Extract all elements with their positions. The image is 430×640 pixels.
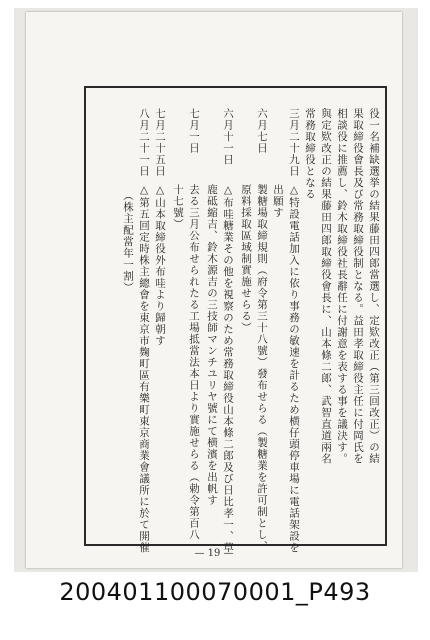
text-column: 八月二十一日 xyxy=(138,108,150,177)
text-column: 六月七日 xyxy=(256,108,268,154)
document-page xyxy=(26,12,402,568)
text-column: 三月二十九日 xyxy=(288,108,300,177)
text-column: 出願す xyxy=(272,184,284,219)
text-column: 鹿砥縮吉、鈴木源吉の三技師マンチユリヤ號にて横濱を出帆す xyxy=(206,184,218,506)
text-column: 十七號） xyxy=(172,184,184,230)
text-column: 去る三月公布せられたる工場抵當法本日より實施せらる（勅令第百八 xyxy=(188,184,200,541)
text-column: 六月十一日 xyxy=(222,108,234,166)
text-column: 役一名補缺選挙の結果藤田四郎當選し、定欵改正（第三回改正）の結 xyxy=(368,108,380,465)
text-column: 果取締役會長及び常務取締役制となる。益田孝取締役主任に付岡氏を xyxy=(352,108,364,465)
text-column: 製糖場取締規則（府令第三十八號）發布せらる（製糖業を許可制とし、 xyxy=(256,184,268,552)
text-column: （株主配當年一割） xyxy=(122,190,134,294)
text-column: 七月二十五日 xyxy=(154,108,166,177)
text-column: 七月一日 xyxy=(188,108,200,154)
page-number: — 19 — xyxy=(194,548,234,559)
text-column: △特設電話加入に依り事務の敏速を計るため横仔頭停車場に電話架設を xyxy=(288,184,300,554)
text-column: △布哇糖業その他を視察のため常務取締役山本條二郎及び日比孝一、草 xyxy=(222,184,234,554)
text-column: 與定欵改正の結果藤田四郎取締役會長に、山本條二郎、武智直道兩名 xyxy=(320,108,332,465)
image-caption: 200401100070001_P493 xyxy=(59,578,371,606)
text-column: △山本取締役外布哇より歸朝す xyxy=(154,184,166,347)
text-column: 常務取締役となる xyxy=(304,108,316,200)
text-column: △第五回定時株主總會を東京市麹町區有樂町東京商業會議所に於て開催 xyxy=(138,184,150,554)
text-column: 相談役に推薦し、鈴木取締役社長辭任に付謝意を表する事を議決す。 xyxy=(336,108,348,465)
text-column: 原料採取區域制實施せらる） xyxy=(240,184,252,334)
